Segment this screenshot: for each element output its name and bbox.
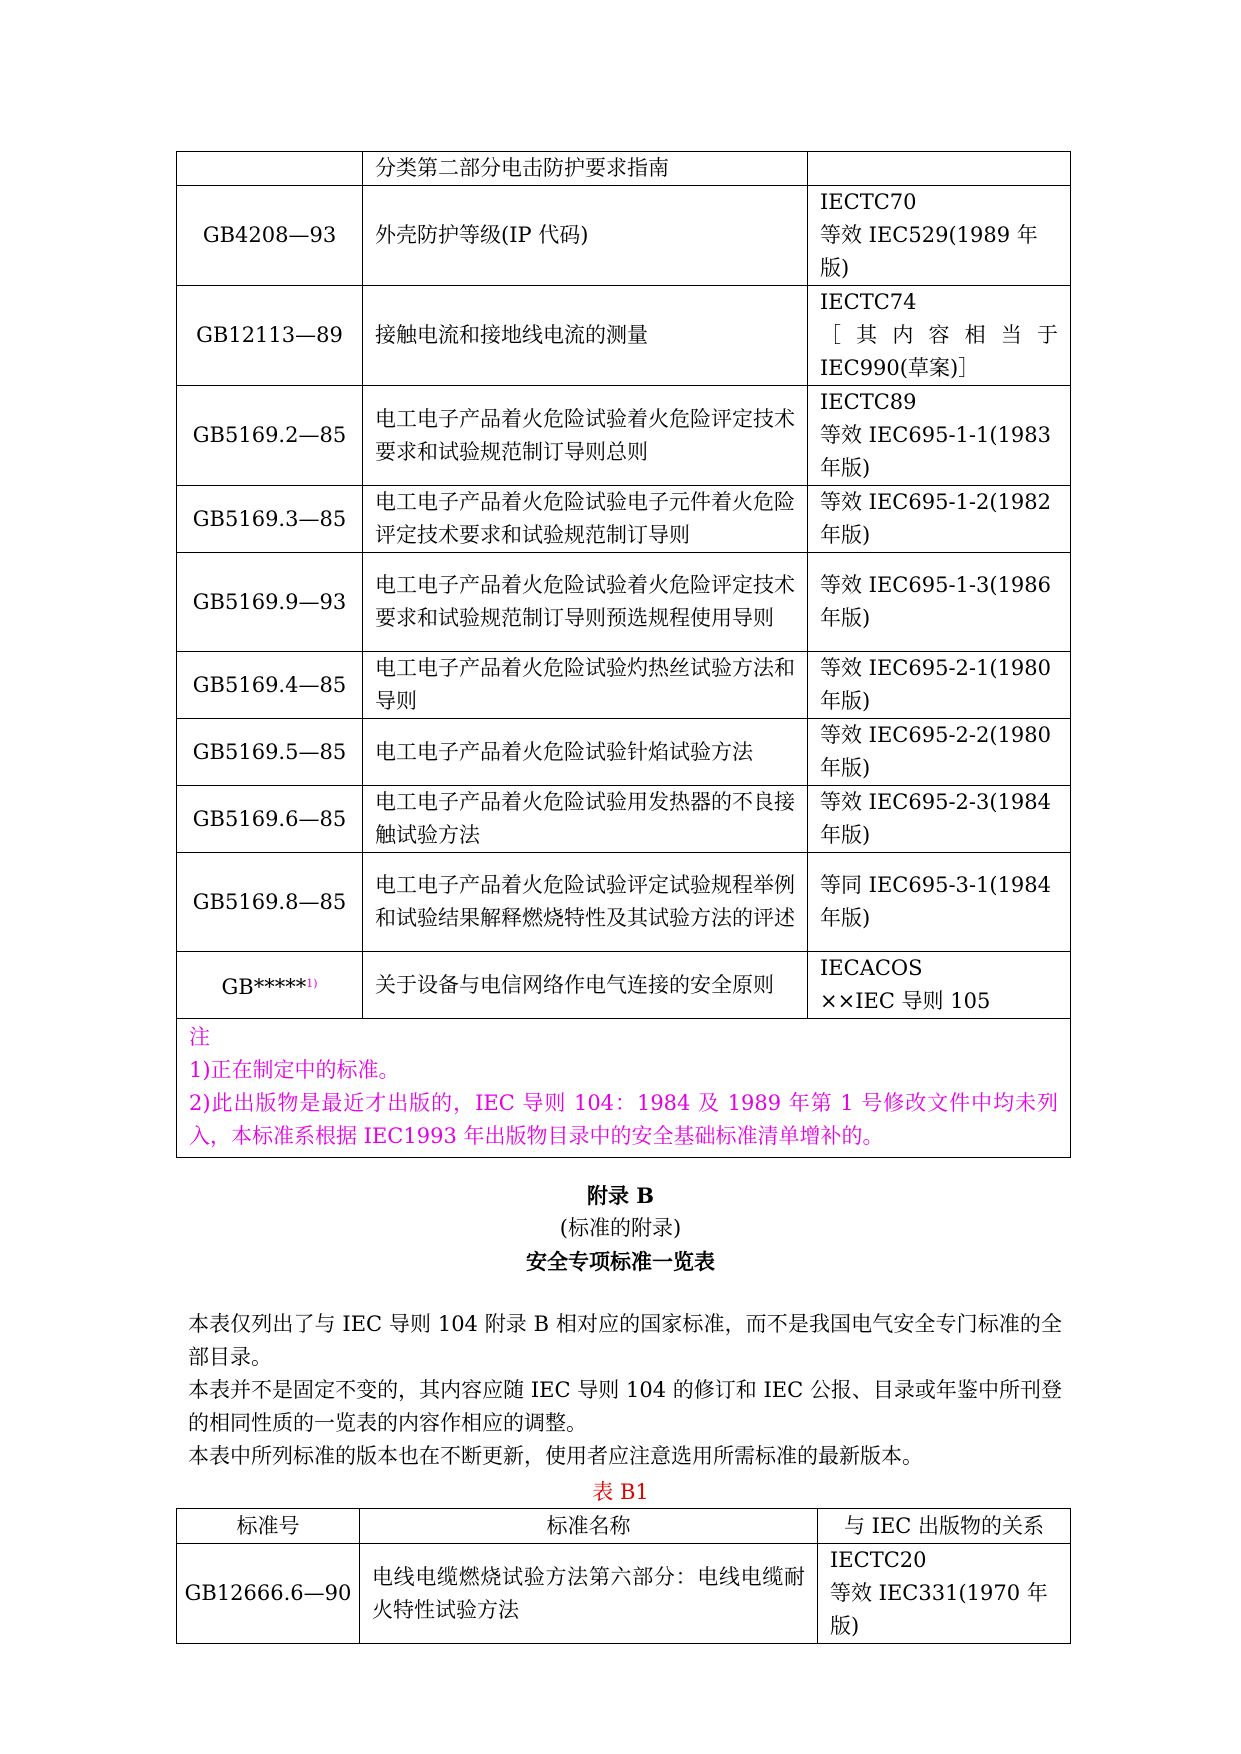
table-row <box>177 719 1071 786</box>
std-name-cell: 外壳防护等级(IP 代码) <box>363 186 808 286</box>
std-number-cell <box>177 952 363 1019</box>
std-number-cell <box>177 152 363 186</box>
column-header: 标准名称 <box>360 1509 818 1544</box>
appendix-a-table <box>176 151 1071 1158</box>
table-header-row <box>177 1509 1071 1544</box>
column-header: 标准号 <box>177 1509 360 1544</box>
std-name-cell: 电工电子产品着火危险试验评定试验规程举例和试验结果解释燃烧特性及其试验方法的评述 <box>363 853 808 952</box>
table-row <box>177 152 1071 186</box>
table-row <box>177 286 1071 386</box>
iec-relation-cell: 等效 IEC695-2-2(1980 年版) <box>808 719 1071 786</box>
std-number-cell: GB5169.6—85 <box>177 786 363 853</box>
note-heading: 注 <box>189 1025 210 1049</box>
table-row <box>177 386 1071 486</box>
std-name-cell: 电线电缆燃烧试验方法第六部分：电线电缆耐火特性试验方法 <box>360 1544 818 1644</box>
std-name-cell: 电工电子产品着火危险试验针焰试验方法 <box>363 719 808 786</box>
intro-paragraph: 本表仅列出了与 IEC 导则 104 附录 B 相对应的国家标准，而不是我国电气安全专门标准的全部目录。 <box>188 1312 1062 1369</box>
std-number-cell: GB5169.2—85 <box>177 386 363 486</box>
table-row <box>177 952 1071 1019</box>
note-row <box>177 1019 1071 1158</box>
iec-relation-cell: 等效 IEC695-2-3(1984 年版) <box>808 786 1071 853</box>
table-row <box>177 553 1071 652</box>
intro-paragraph: 本表并不是固定不变的，其内容应随 IEC 导则 104 的修订和 IEC 公报、目录或年鉴中所刊登的相同性质的一览表的内容作相应的调整。 <box>188 1378 1062 1435</box>
iec-line: ［其内容相当于 <box>820 323 1058 347</box>
std-number-cell: GB5169.9—93 <box>177 553 363 652</box>
table-row <box>177 853 1071 952</box>
table-row <box>177 652 1071 719</box>
appendix-subtitle: (标准的附录) <box>559 1216 682 1240</box>
table-row <box>177 1544 1071 1644</box>
column-header: 与 IEC 出版物的关系 <box>818 1509 1071 1544</box>
std-number-cell: GB4208—93 <box>177 186 363 286</box>
table-row <box>177 486 1071 553</box>
iec-relation-cell: 等效 IEC695-1-2(1982 年版) <box>808 486 1071 553</box>
iec-relation-cell: IECTC89 等效 IEC695-1-1(1983 年版) <box>808 386 1071 486</box>
std-name-cell: 电工电子产品着火危险试验用发热器的不良接触试验方法 <box>363 786 808 853</box>
iec-relation-cell: IECTC70 等效 IEC529(1989 年版) <box>808 186 1071 286</box>
note-line: 1)正在制定中的标准。 <box>189 1058 400 1082</box>
table-row <box>177 786 1071 853</box>
note-line: 2)此出版物是最近才出版的，IEC 导则 104：1984 及 1989 年第 1 号修改文件中均未列入，本标准系根据 IEC1993 年出版物目录中的安全基础标准清单增补的。 <box>189 1091 1058 1148</box>
iec-relation-cell: 等同 IEC695-3-1(1984 年版) <box>808 853 1071 952</box>
std-number-cell: GB12666.6—90 <box>177 1544 360 1644</box>
std-name-cell: 电工电子产品着火危险试验着火危险评定技术要求和试验规范制订导则总则 <box>363 386 808 486</box>
std-name-cell: 电工电子产品着火危险试验着火危险评定技术要求和试验规范制订导则预选规程使用导则 <box>363 553 808 652</box>
std-number-cell: GB12113—89 <box>177 286 363 386</box>
iec-relation-cell <box>808 152 1071 186</box>
iec-line: IECTC74 <box>820 290 917 314</box>
iec-relation-cell: 等效 IEC695-2-1(1980 年版) <box>808 652 1071 719</box>
iec-line: IEC990(草案)］ <box>820 356 980 380</box>
std-name-cell: 接触电流和接地线电流的测量 <box>363 286 808 386</box>
std-number-cell: GB5169.5—85 <box>177 719 363 786</box>
std-name-cell: 电工电子产品着火危险试验电子元件着火危险评定技术要求和试验规范制订导则 <box>363 486 808 553</box>
std-number-cell: GB5169.8—85 <box>177 853 363 952</box>
iec-relation-cell: IECACOS ××IEC 导则 105 <box>808 952 1071 1019</box>
iec-relation-cell <box>808 286 1071 386</box>
std-name-cell: 关于设备与电信网络作电气连接的安全原则 <box>363 952 808 1019</box>
iec-relation-cell: 等效 IEC695-1-3(1986 年版) <box>808 553 1071 652</box>
footnote-marker: 1) <box>306 976 318 990</box>
std-name-cell: 电工电子产品着火危险试验灼热丝试验方法和导则 <box>363 652 808 719</box>
appendix-label: 附录 B <box>586 1183 655 1208</box>
note-cell <box>177 1019 1071 1158</box>
table-b1 <box>176 1508 1071 1644</box>
iec-relation-cell: IECTC20 等效 IEC331(1970 年版) <box>818 1544 1071 1644</box>
table-caption: 表 B1 <box>592 1480 649 1504</box>
std-number-cell: GB5169.3—85 <box>177 486 363 553</box>
std-name-cell: 分类第二部分电击防护要求指南 <box>363 152 808 186</box>
intro-paragraph: 本表中所列标准的版本也在不断更新，使用者应注意选用所需标准的最新版本。 <box>188 1444 923 1468</box>
std-number-text: GB***** <box>221 974 307 999</box>
table-row <box>177 186 1071 286</box>
appendix-title: 安全专项标准一览表 <box>526 1249 715 1274</box>
std-number-cell: GB5169.4—85 <box>177 652 363 719</box>
